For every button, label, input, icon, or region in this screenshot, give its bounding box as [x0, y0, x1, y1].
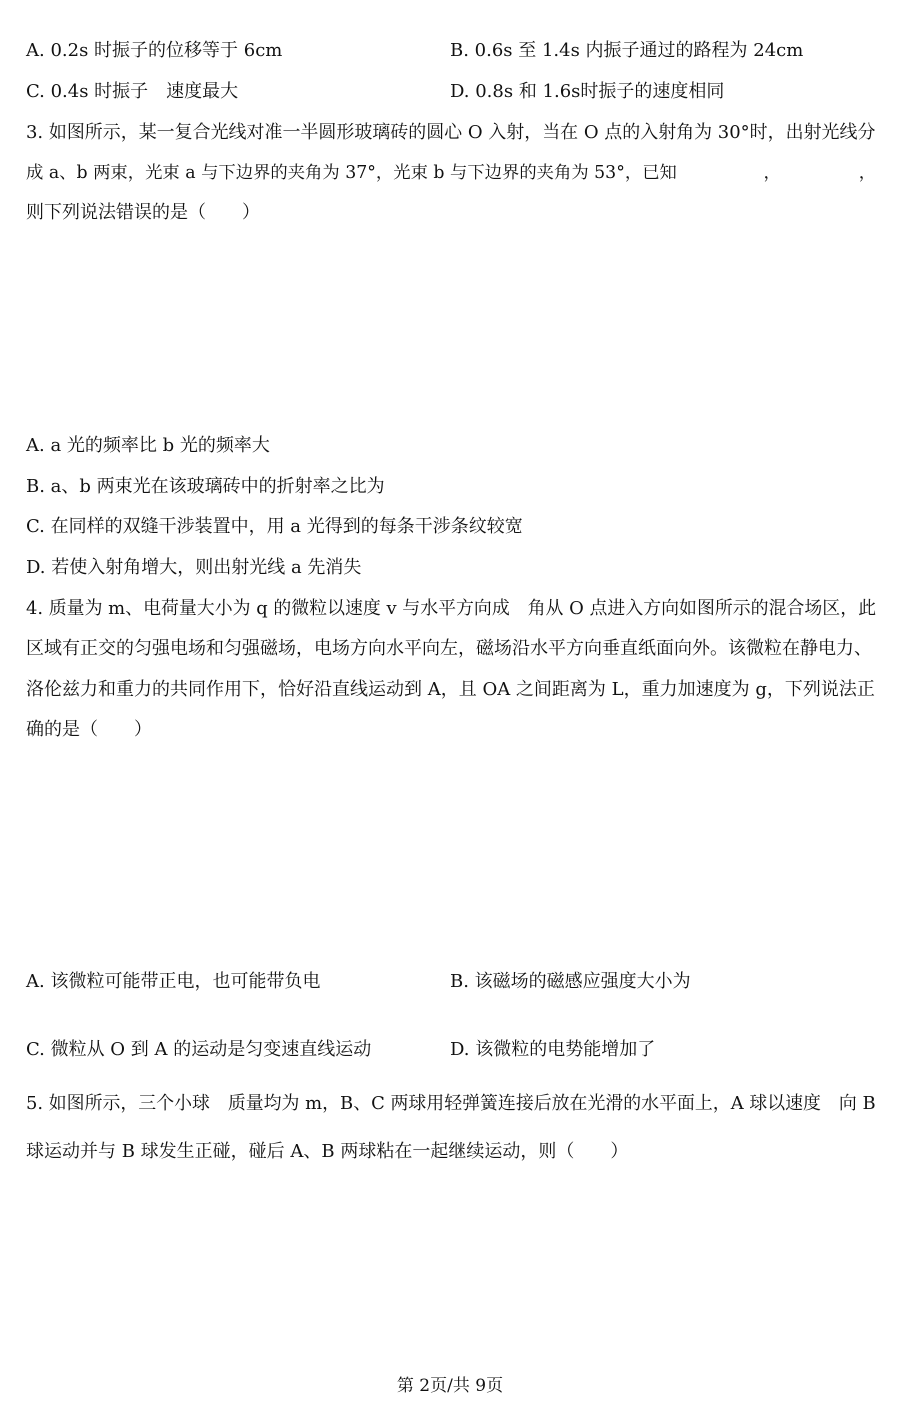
q4-stem-line-1: 4. 质量为 m、电荷量大小为 q 的微粒以速度 v 与水平方向成 角从 O 点进入方向如图所示的混合场区，此 — [26, 598, 877, 619]
q3-stem-line-1: 3. 如图所示，某一复合光线对准一半圆形玻璃砖的圆心 O 入射，当在 O 点的入射角为 30°时，出射光线分 — [26, 122, 876, 143]
q3-option-d: D. 若使入射角增大，则出射光线 a 先消失 — [26, 557, 362, 578]
q2-option-c: C. 0.4s 时振子 速度最大 — [26, 81, 239, 102]
q4-option-a: A. 该微粒可能带正电，也可能带负电 — [26, 971, 321, 992]
q4-stem-line-4: 确的是（ ） — [26, 719, 152, 740]
q2-option-d: D. 0.8s 和 1.6s时振子的速度相同 — [450, 81, 725, 102]
q3-stem-line-3: 则下列说法错误的是（ ） — [26, 202, 260, 223]
q4-stem-line-2: 区域有正交的匀强电场和匀强磁场，电场方向水平向左，磁场沿水平方向垂直纸面向外。该微粒在静电力、 — [26, 638, 872, 659]
q2-option-b: B. 0.6s 至 1.4s 内振子通过的路程为 24cm — [450, 40, 804, 61]
q4-option-b: B. 该磁场的磁感应强度大小为 — [450, 971, 691, 992]
q3-stem-line-2: 成 a、b 两束，光束 a 与下边界的夹角为 37°，光束 b 与下边界的夹角为 53°，已知 ， ， — [26, 163, 877, 183]
q4-option-c: C. 微粒从 O 到 A 的运动是匀变速直线运动 — [26, 1039, 372, 1060]
q2-option-a: A. 0.2s 时振子的位移等于 6cm — [26, 40, 283, 61]
q5-stem-line-1: 5. 如图所示，三个小球 质量均为 m，B、C 两球用轻弹簧连接后放在光滑的水平面上，A 球以速度 向 B — [26, 1093, 876, 1114]
q3-option-b: B. a、b 两束光在该玻璃砖中的折射率之比为 — [26, 476, 385, 497]
q5-stem-line-2: 球运动并与 B 球发生正碰，碰后 A、B 两球粘在一起继续运动，则（ ） — [26, 1141, 629, 1162]
page-number: 第 2页/共 9页 — [396, 1376, 504, 1396]
q3-option-c: C. 在同样的双缝干涉装置中，用 a 光得到的每条干涉条纹较宽 — [26, 516, 523, 537]
q3-option-a: A. a 光的频率比 b 光的频率大 — [26, 435, 270, 456]
q4-option-d: D. 该微粒的电势能增加了 — [450, 1039, 656, 1060]
q4-stem-line-3: 洛伦兹力和重力的共同作用下，恰好沿直线运动到 A，且 OA 之间距离为 L，重力加速度为 g，下列说法正 — [26, 679, 875, 700]
